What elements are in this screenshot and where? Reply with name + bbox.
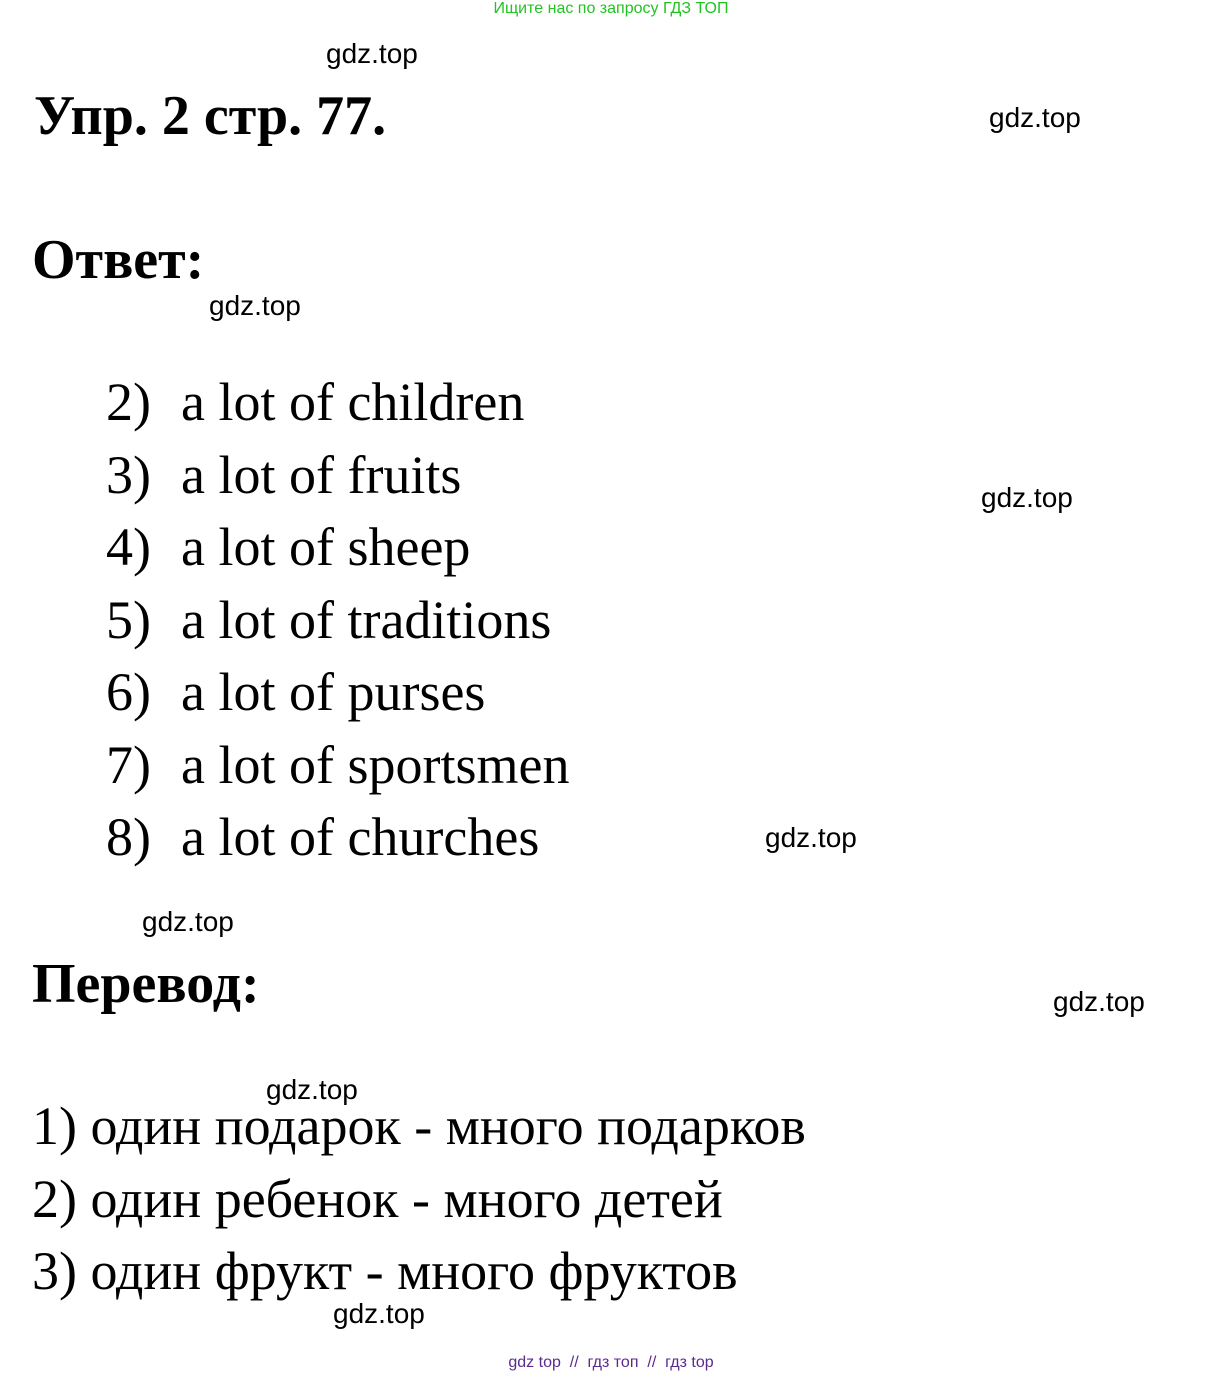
list-item [106, 584, 569, 657]
item-number: 3) [106, 444, 151, 505]
item-number: 5) [106, 589, 151, 650]
item-number: 8) [106, 807, 151, 867]
top-banner: Ищите нас по запросу ГДЗ ТОП [493, 0, 729, 17]
watermark: gdz.top [765, 822, 857, 853]
list-item [106, 729, 569, 802]
watermark: gdz.top [333, 1298, 425, 1329]
item-number: 2) [106, 372, 151, 432]
translation-heading: Перевод: [32, 953, 260, 1015]
watermark: gdz.top [326, 38, 418, 69]
watermark: gdz.top [142, 906, 234, 937]
translation-list [32, 1090, 806, 1308]
list-item: 3) один фрукт - много фруктов [32, 1241, 738, 1301]
answer-heading: Ответ: [32, 229, 205, 291]
item-number: 7) [106, 734, 151, 795]
item-text: a lot of fruits [181, 444, 462, 505]
list-item [106, 801, 569, 874]
list-item [106, 511, 569, 584]
list-item: 1) один подарок - много подарков [32, 1096, 806, 1156]
footer: gdz top // гдз топ // гдз top [508, 1354, 714, 1371]
page-title: Упр. 2 стр. 77. [34, 85, 387, 147]
watermark: gdz.top [989, 102, 1081, 133]
item-text: a lot of children [181, 372, 525, 432]
item-text: a lot of traditions [181, 589, 552, 650]
item-number: 6) [106, 662, 151, 722]
item-number: 4) [106, 517, 151, 577]
watermark: gdz.top [266, 1074, 358, 1105]
watermark: gdz.top [209, 290, 301, 321]
item-text: a lot of purses [181, 662, 486, 722]
list-item [106, 656, 569, 729]
watermark: gdz.top [981, 482, 1073, 513]
list-item [106, 439, 569, 512]
item-text: a lot of sheep [181, 517, 471, 577]
list-item [106, 366, 569, 439]
watermark: gdz.top [1053, 986, 1145, 1017]
list-item: 2) один ребенок - много детей [32, 1168, 723, 1229]
item-text: a lot of churches [181, 807, 540, 867]
item-text: a lot of sportsmen [181, 734, 570, 795]
answer-list [106, 366, 569, 874]
